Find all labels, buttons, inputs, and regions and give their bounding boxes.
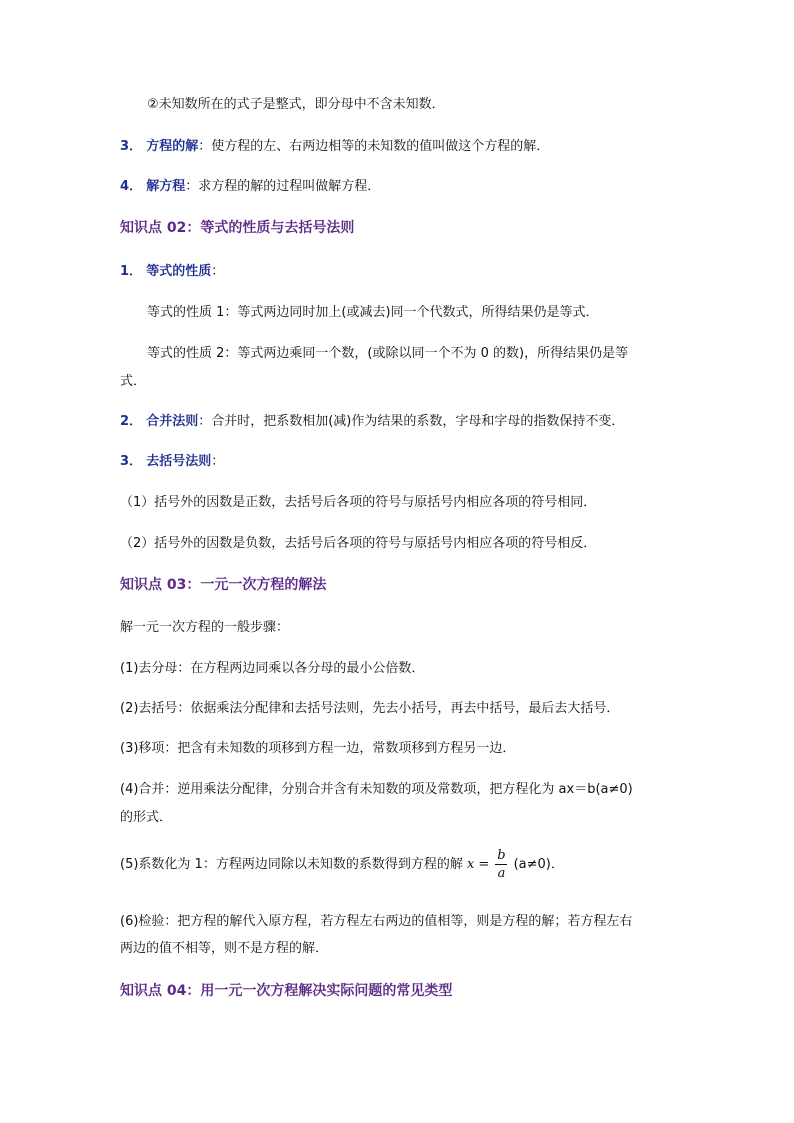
formula-fraction [495, 848, 507, 881]
formula-x-equals: x = [466, 857, 490, 872]
step-1: (1)去分母：在方程两边同乘以各分母的最小公倍数． [120, 661, 425, 676]
item-text: ：合并时，把系数相加(减)作为结果的系数，字母和字母的指数保持不变． [198, 414, 625, 429]
fraction-bar [495, 864, 507, 865]
item-term: 等式的性质 [146, 264, 212, 279]
step-4: (4)合并：逆用乘法分配律，分别合并含有未知数的项及常数项，把方程化为 ax＝b(a≠0) [120, 782, 633, 797]
step-6: (6)检验：把方程的解代入原方程，若方程左右两边的值相等，则是方程的解；若方程左右 [120, 914, 633, 929]
item-text: ： [211, 454, 225, 469]
fraction-denominator: a [497, 866, 506, 881]
section-heading-03: 知识点 03：一元一次方程的解法 [120, 577, 327, 593]
item-equality-properties [120, 264, 224, 280]
section-heading-02: 知识点 02：等式的性质与去括号法则 [120, 220, 355, 236]
step-2: (2)去括号：依据乘法分配律和去括号法则，先去小括号，再去中括号，最后去大括号． [120, 701, 620, 716]
item-combine-rule [120, 414, 624, 430]
paragraph-unknown-integral: ②未知数所在的式子是整式，即分母中不含未知数． [147, 97, 445, 112]
item-text: ： [211, 264, 225, 279]
step-5-text: (5)系数化为 1：方程两边同除以未知数的系数得到方程的解 [120, 857, 463, 872]
step-3: (3)移项：把含有未知数的项移到方程一边，常数项移到方程另一边． [120, 741, 516, 756]
item-term: 合并法则 [146, 414, 199, 429]
item-bracket-rule [120, 454, 224, 470]
item-number: 4． [120, 179, 143, 194]
paragraph-property-1: 等式的性质 1：等式两边同时加上(或减去)同一个代数式，所得结果仍是等式． [147, 305, 599, 320]
paragraph-bracket-positive: （1）括号外的因数是正数，去括号后各项的符号与原括号内相应各项的符号相同． [120, 495, 597, 510]
item-text: ：求方程的解的过程叫做解方程． [185, 179, 381, 194]
item-term: 去括号法则 [146, 454, 212, 469]
section-heading-04: 知识点 04：用一元一次方程解决实际问题的常见类型 [120, 983, 453, 999]
item-number: 3． [120, 139, 143, 154]
fraction-numerator: b [497, 848, 506, 863]
item-number: 1． [120, 264, 143, 279]
item-text: ：使方程的左、右两边相等的未知数的值叫做这个方程的解． [198, 139, 550, 154]
item-number: 2． [120, 414, 143, 429]
paragraph-bracket-negative: （2）括号外的因数是负数，去括号后各项的符号与原括号内相应各项的符号相反． [120, 536, 597, 551]
item-equation-solution [120, 139, 549, 155]
paragraph-general-steps: 解一元一次方程的一般步骤： [120, 620, 290, 635]
step-4-cont: 的形式． [120, 810, 173, 825]
step-6-cont: 两边的值不相等，则不是方程的解． [120, 941, 329, 956]
step-5 [120, 846, 564, 884]
paragraph-property-2: 等式的性质 2：等式两边乘同一个数，(或除以同一个不为 0 的数)，所得结果仍是等 [147, 346, 629, 361]
paragraph-property-2-cont: 式． [120, 374, 147, 389]
item-term: 方程的解 [146, 139, 199, 154]
item-number: 3． [120, 454, 143, 469]
item-term: 解方程 [146, 179, 186, 194]
step-5-condition: (a≠0)． [513, 857, 564, 872]
item-solving-equation [120, 179, 380, 195]
